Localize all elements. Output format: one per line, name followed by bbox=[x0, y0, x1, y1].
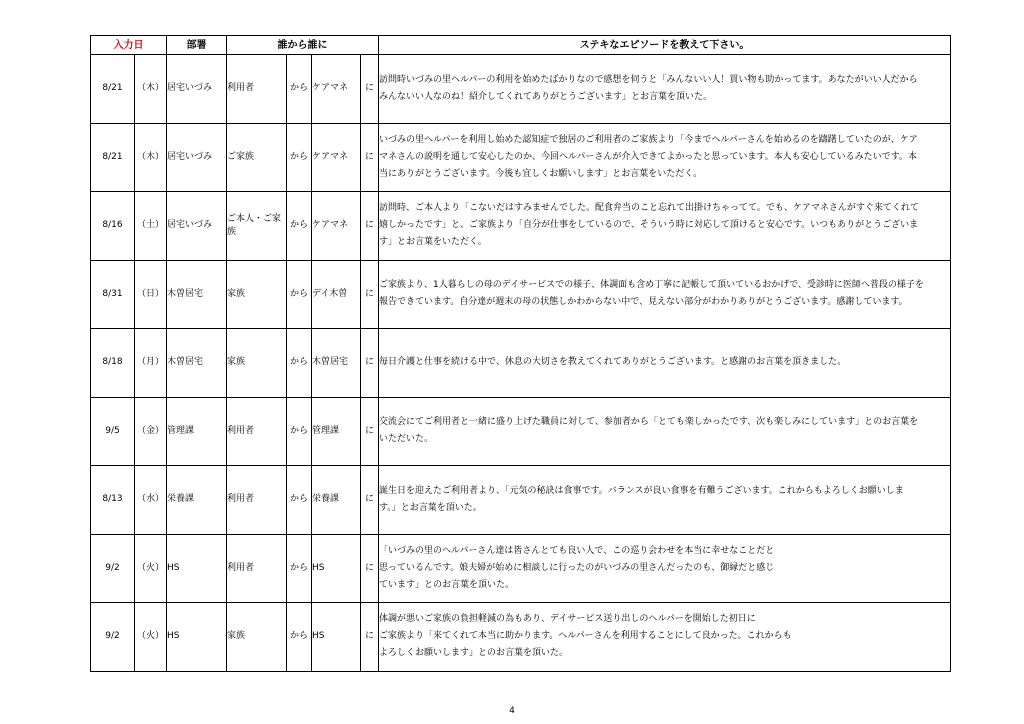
date-cell: 8/21 bbox=[91, 123, 135, 192]
weekday-cell: （水） bbox=[135, 466, 167, 535]
from-word-cell: から bbox=[287, 466, 312, 535]
to-word-cell: に bbox=[361, 55, 379, 124]
department-cell: 居宅いづみ bbox=[167, 123, 227, 192]
table-row bbox=[91, 329, 951, 398]
header-episode: ステキなエピソードを教えて下さい。 bbox=[379, 36, 951, 55]
date-cell: 9/5 bbox=[91, 397, 135, 466]
to-cell: デイ木曽 bbox=[312, 260, 361, 329]
weekday-cell: （火） bbox=[135, 534, 167, 603]
to-cell: HS bbox=[312, 603, 361, 672]
date-cell: 8/21 bbox=[91, 55, 135, 124]
department-cell: HS bbox=[167, 534, 227, 603]
episode-line: みんないい人なのね！紹介してくれてありがとうございます」とお言葉を頂いた。 bbox=[379, 91, 713, 102]
to-word-cell: に bbox=[361, 534, 379, 603]
from-cell: 利用者 bbox=[227, 534, 287, 603]
table-row bbox=[91, 260, 951, 329]
header-date: 入力日 bbox=[91, 36, 167, 55]
header-from-to: 誰から誰に bbox=[227, 36, 379, 55]
department-cell: 木曽居宅 bbox=[167, 329, 227, 398]
from-cell: 利用者 bbox=[227, 55, 287, 124]
department-cell: 栄養課 bbox=[167, 466, 227, 535]
episode-cell bbox=[379, 603, 951, 672]
table-body bbox=[91, 55, 951, 672]
from-cell: 家族 bbox=[227, 260, 287, 329]
episode-line: 思っているんです。娘夫婦が始めに相談しに行ったのがいづみの里さんだったのも、御縁だと感じ bbox=[379, 562, 775, 573]
episode-cell bbox=[379, 260, 951, 329]
episode-cell bbox=[379, 329, 951, 398]
episode-line: 毎日介護と仕事を続ける中で、休息の大切さを教えてくれてありがとうございます。と感謝のお言葉を頂きました。 bbox=[379, 357, 847, 368]
from-word-cell: から bbox=[287, 192, 312, 261]
from-cell: 利用者 bbox=[227, 397, 287, 466]
from-cell: ご家族 bbox=[227, 123, 287, 192]
department-cell: 居宅いづみ bbox=[167, 55, 227, 124]
department-cell: 木曽居宅 bbox=[167, 260, 227, 329]
episode-cell bbox=[379, 534, 951, 603]
page-number: 4 bbox=[509, 706, 515, 716]
weekday-cell: （月） bbox=[135, 329, 167, 398]
weekday-cell: （金） bbox=[135, 397, 167, 466]
episode-line: 訪問時いづみの里ヘルパーの利用を始めたばかりなので感想を伺うと「みんないい人！買い物も助かってます。あなたがいい人だから bbox=[379, 74, 918, 85]
to-word-cell: に bbox=[361, 123, 379, 192]
weekday-cell: （木） bbox=[135, 55, 167, 124]
table-row bbox=[91, 397, 951, 466]
to-cell: 管理課 bbox=[312, 397, 361, 466]
weekday-cell: （日） bbox=[135, 260, 167, 329]
episode-cell bbox=[379, 55, 951, 124]
episode-cell bbox=[379, 123, 951, 192]
from-word-cell: から bbox=[287, 397, 312, 466]
episode-line: いただいた。 bbox=[379, 434, 434, 445]
from-word-cell: から bbox=[287, 329, 312, 398]
to-word-cell: に bbox=[361, 192, 379, 261]
weekday-cell: （土） bbox=[135, 192, 167, 261]
department-cell: 居宅いづみ bbox=[167, 192, 227, 261]
episode-line: 誕生日を迎えたご利用者より、「元気の秘訣は食事です。バランスが良い食事を有難うございます。これからもよろしくお願いしま bbox=[379, 485, 904, 496]
table-row bbox=[91, 466, 951, 535]
from-cell: ご本人・ご家族 bbox=[227, 192, 287, 261]
episode-line: ています」とのお言葉を頂いた。 bbox=[379, 579, 515, 590]
department-cell: HS bbox=[167, 603, 227, 672]
episode-cell bbox=[379, 466, 951, 535]
to-cell: ケアマネ bbox=[312, 123, 361, 192]
to-word-cell: に bbox=[361, 397, 379, 466]
from-word-cell: から bbox=[287, 55, 312, 124]
episode-table bbox=[90, 35, 951, 672]
to-word-cell: に bbox=[361, 329, 379, 398]
episode-line: 体調が悪いご家族の負担軽減の為もあり、デイサービス送り出しのヘルパーを開始した初日に bbox=[379, 614, 756, 625]
department-cell: 管理課 bbox=[167, 397, 227, 466]
table-row bbox=[91, 603, 951, 672]
episode-line: 当にありがとうございます。今後も宜しくお願いします」とお言葉をいただく。 bbox=[379, 168, 703, 179]
weekday-cell: （木） bbox=[135, 123, 167, 192]
episode-line: 報告できています。自分達が週末の母の状態しかわからない中で、見えない部分がわかりありがとうございます。感謝しています。 bbox=[379, 297, 908, 308]
episode-line: いづみの里ヘルパーを利用し始めた認知症で独居のご利用者のご家族より「今までヘルパーさんを始めるのを躊躇していたのが、ケア bbox=[379, 134, 918, 145]
date-cell: 8/18 bbox=[91, 329, 135, 398]
date-cell: 8/13 bbox=[91, 466, 135, 535]
date-cell: 8/31 bbox=[91, 260, 135, 329]
header-row bbox=[91, 36, 951, 55]
episode-line: 嬉しかったです」と、ご家族より「自分が仕事をしているので、そういう時に対応して頂けると安心です。いつもありがとうございま bbox=[379, 220, 919, 231]
episode-cell bbox=[379, 192, 951, 261]
episode-line: 訪問時、ご本人より「こないだはすみませんでした。配食弁当のこと忘れて出掛けちゃってて。でも、ケアマネさんがすぐ来てくれて bbox=[379, 203, 919, 214]
table-row bbox=[91, 534, 951, 603]
to-word-cell: に bbox=[361, 260, 379, 329]
from-word-cell: から bbox=[287, 123, 312, 192]
table-row bbox=[91, 55, 951, 124]
header-department: 部署 bbox=[167, 36, 227, 55]
episode-line: す」とお言葉をいただく。 bbox=[379, 237, 487, 248]
episode-line: 「いづみの里のヘルパーさん達は皆さんとても良い人で、この巡り会わせを本当に幸せなことだと bbox=[379, 545, 775, 556]
to-cell: ケアマネ bbox=[312, 192, 361, 261]
episode-line: マネさんの説明を通して安心したのか、今回ヘルパーさんが介入できてよかったと思っています。本人も安心しているみたいです。本 bbox=[379, 151, 917, 162]
episode-line: す。」とお言葉を頂いた。 bbox=[379, 502, 482, 513]
episode-line: ご家族より、1人暮らしの母のデイサービスでの様子、体調面も含め丁寧に記帳して頂いているおかげで、受診時に医師へ普段の様子を bbox=[379, 280, 924, 291]
date-cell: 9/2 bbox=[91, 534, 135, 603]
to-word-cell: に bbox=[361, 466, 379, 535]
to-cell: 栄養課 bbox=[312, 466, 361, 535]
to-word-cell: に bbox=[361, 603, 379, 672]
from-cell: 利用者 bbox=[227, 466, 287, 535]
from-cell: 家族 bbox=[227, 329, 287, 398]
to-cell: 木曽居宅 bbox=[312, 329, 361, 398]
from-word-cell: から bbox=[287, 534, 312, 603]
episode-line: ご家族より「来てくれて本当に助かります。ヘルパーさんを利用することにして良かった。これからも bbox=[379, 631, 792, 642]
table-row bbox=[91, 192, 951, 261]
from-word-cell: から bbox=[287, 603, 312, 672]
from-cell: 家族 bbox=[227, 603, 287, 672]
table-row bbox=[91, 123, 951, 192]
from-word-cell: から bbox=[287, 260, 312, 329]
episode-line: 交流会にてご利用者と一緒に盛り上げた職員に対して、参加者から「とても楽しかったです、次も楽しみにしています」とのお言葉を bbox=[379, 417, 919, 428]
date-cell: 8/16 bbox=[91, 192, 135, 261]
episode-cell bbox=[379, 397, 951, 466]
episode-line: よろしくお願いします」とのお言葉を頂いた。 bbox=[379, 648, 569, 659]
to-cell: ケアマネ bbox=[312, 55, 361, 124]
date-cell: 9/2 bbox=[91, 603, 135, 672]
weekday-cell: （火） bbox=[135, 603, 167, 672]
to-cell: HS bbox=[312, 534, 361, 603]
